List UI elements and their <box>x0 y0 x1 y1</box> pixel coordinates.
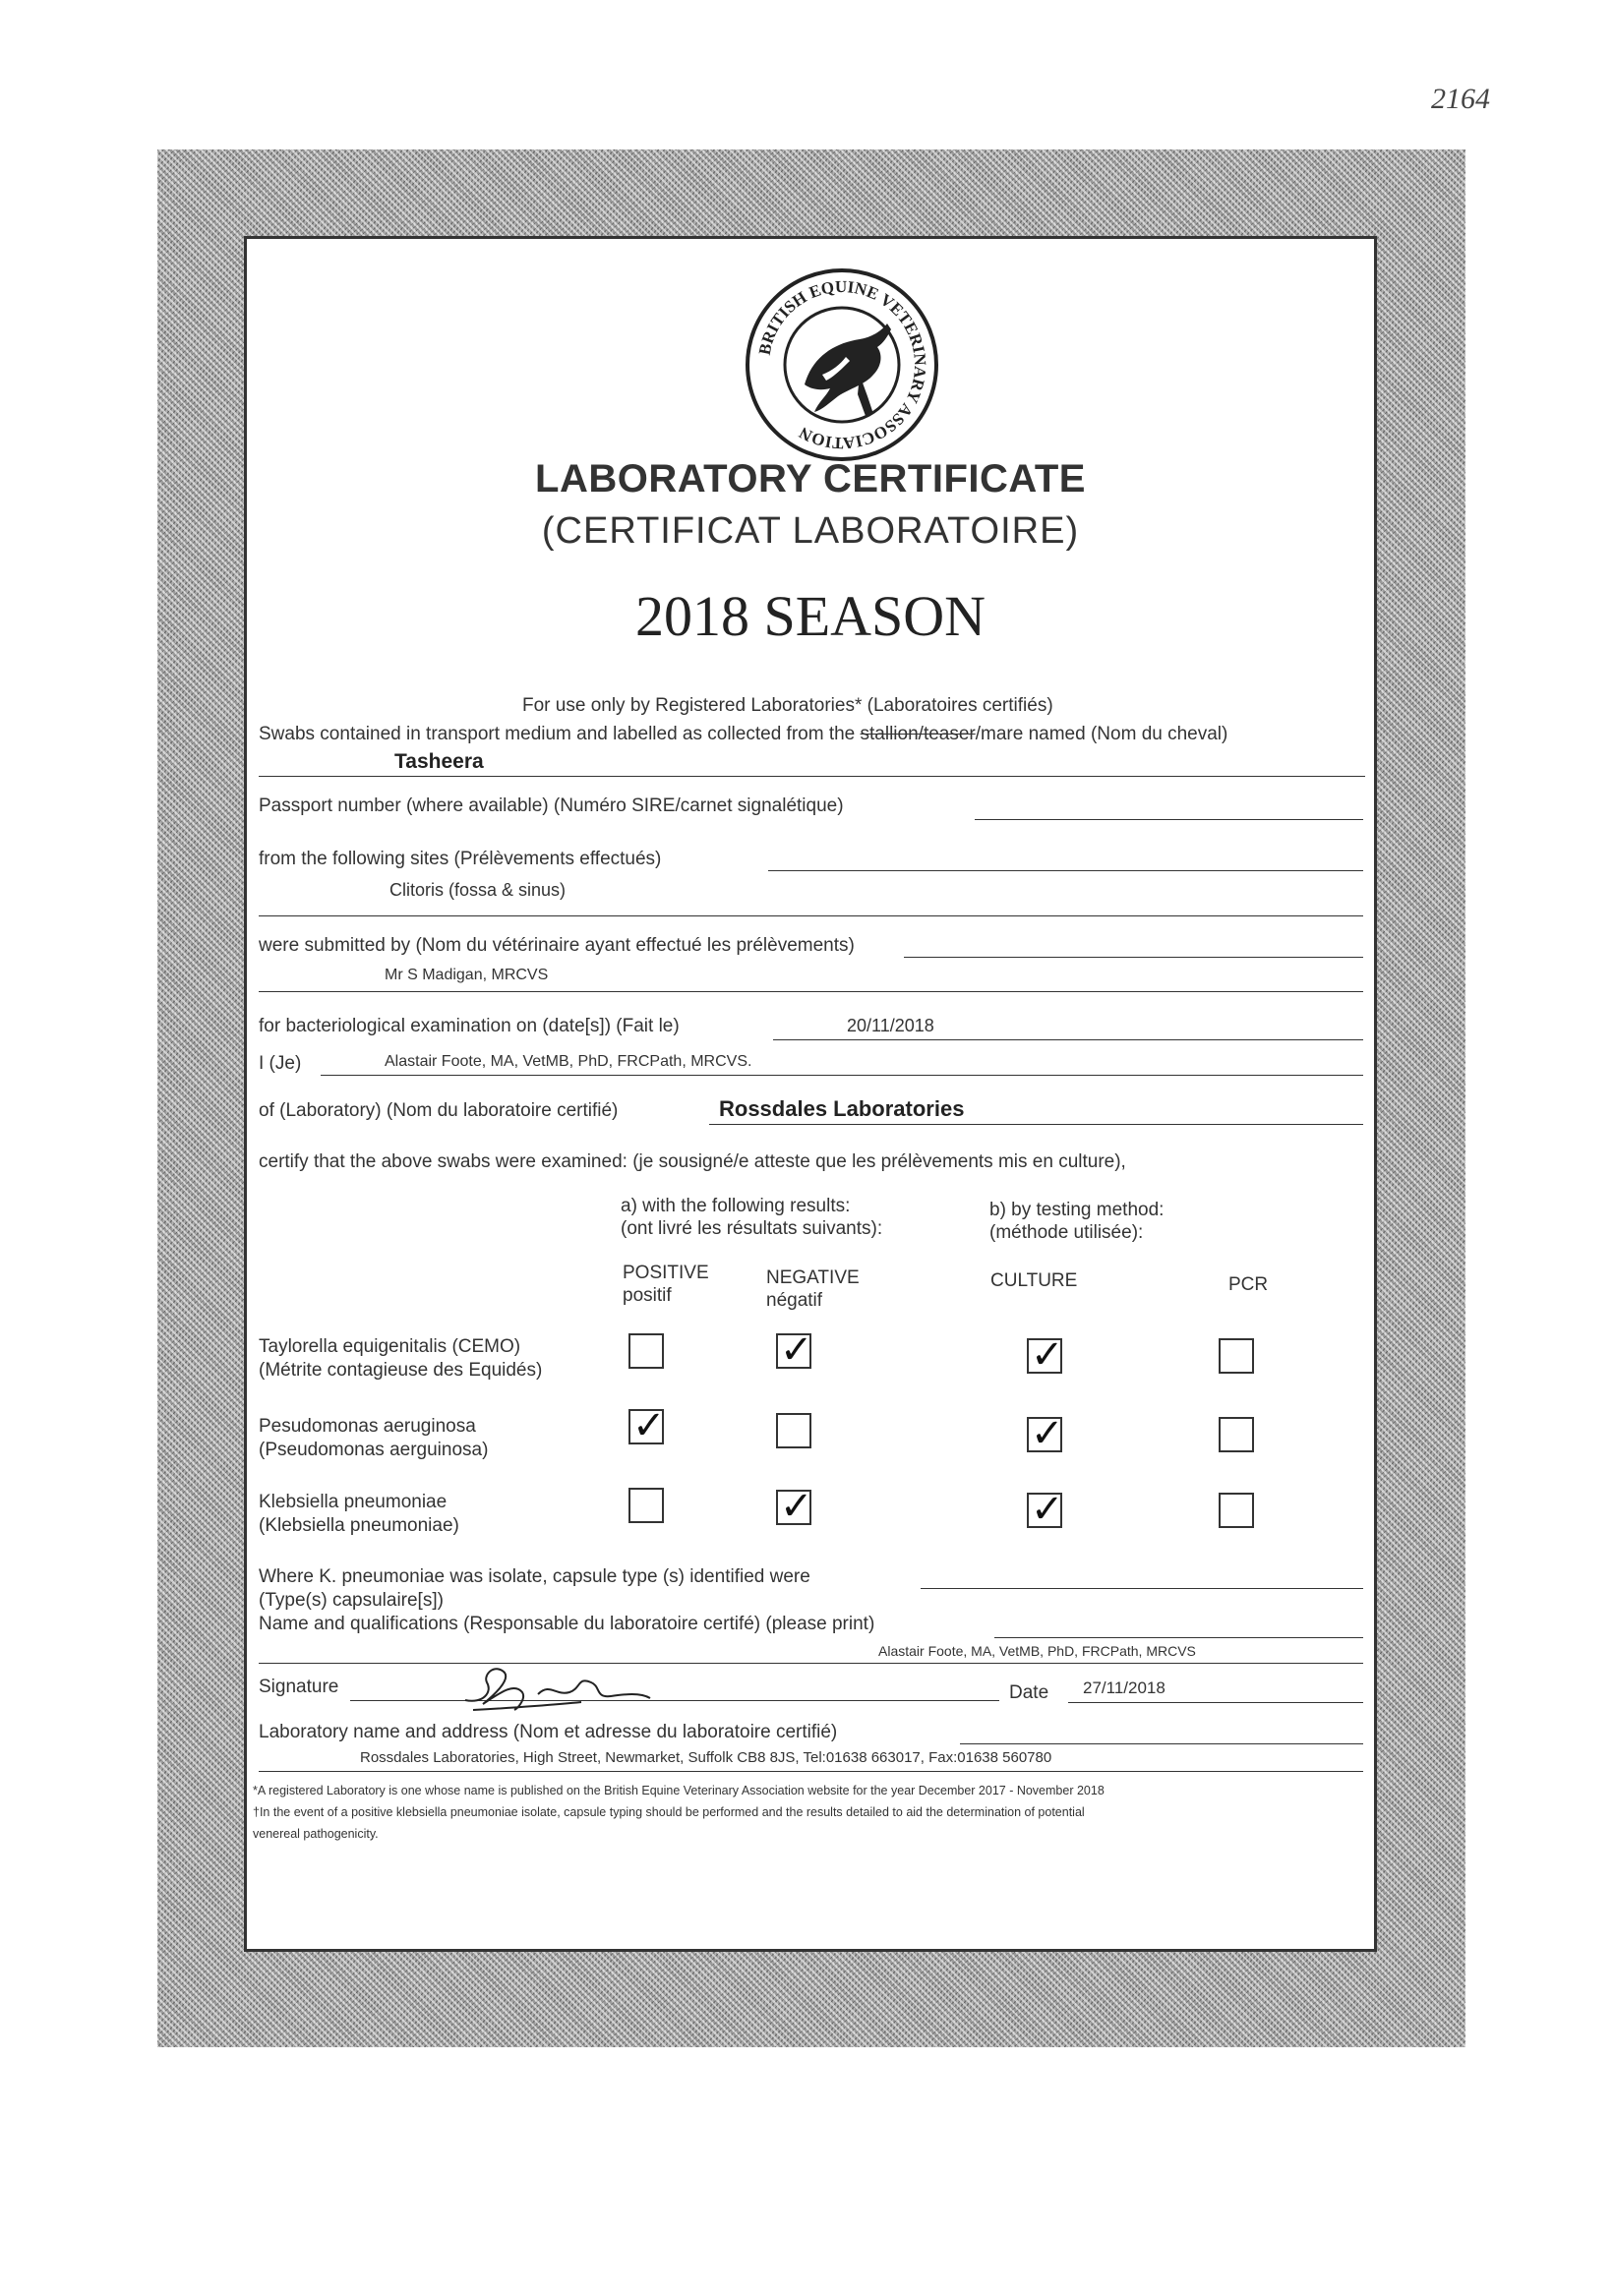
row3-culture-checkbox[interactable] <box>1027 1493 1062 1528</box>
i-value[interactable]: Alastair Foote, MA, VetMB, PhD, FRCPath, MRCVS. <box>385 1053 752 1070</box>
footnote-3: venereal pathogenicity. <box>253 1827 379 1841</box>
sites-label: from the following sites (Prélèvements effectués) <box>259 849 662 869</box>
lab-address-label: Laboratory name and address (Nom et adresse du laboratoire certifié) <box>259 1722 838 1742</box>
signature-label: Signature <box>259 1677 339 1697</box>
responsible-line-2 <box>259 1663 1363 1664</box>
lab-address-value[interactable]: Rossdales Laboratories, High Street, Newmarket, Suffolk CB8 8JS, Tel:01638 663017, Fax:01638 560780 <box>360 1749 1052 1766</box>
row2-negative-checkbox[interactable] <box>776 1413 811 1448</box>
row3-negative-checkbox[interactable] <box>776 1490 811 1525</box>
exam-date-value[interactable]: 20/11/2018 <box>847 1016 934 1035</box>
col-negative-label: NEGATIVE <box>766 1267 860 1288</box>
capsule-label-fr: (Type(s) capsulaire[s]) <box>259 1590 444 1611</box>
submitted-line-2 <box>259 991 1363 992</box>
method-header-line-2: (méthode utilisée): <box>989 1222 1144 1243</box>
laboratory-label: of (Laboratory) (Nom du laboratoire certifié) <box>259 1100 619 1121</box>
certify-statement: certify that the above swabs were examined: (je sousigné/e atteste que les prélèvements mis en culture), <box>259 1151 1126 1172</box>
organism-name: Pesudomonas aeruginosa <box>259 1416 476 1437</box>
col-pcr-header <box>1228 1273 1268 1296</box>
certificate <box>244 236 1377 1952</box>
method-header <box>989 1199 1164 1244</box>
passport-label: Passport number (where available) (Numéro SIRE/carnet signalétique) <box>259 795 844 816</box>
season-heading: 2018 SEASON <box>634 584 986 648</box>
row1-culture-checkbox[interactable] <box>1027 1338 1062 1374</box>
organism-name: Taylorella equigenitalis (CEMO) <box>259 1336 521 1357</box>
responsible-value[interactable]: Alastair Foote, MA, VetMB, PhD, FRCPath, MRCVS <box>878 1643 1196 1659</box>
lab-address-line-1 <box>960 1743 1363 1744</box>
page-number: 2164 <box>1431 83 1490 115</box>
date-value[interactable]: 27/11/2018 <box>1083 1678 1166 1697</box>
horse-name-line <box>259 776 1365 777</box>
row3-positive-checkbox[interactable] <box>628 1488 664 1523</box>
lab-address-line-2 <box>259 1771 1363 1772</box>
swabs-struck-text: stallion/teaser <box>860 724 976 744</box>
row2-culture-checkbox[interactable] <box>1027 1417 1062 1452</box>
i-line <box>321 1075 1363 1076</box>
col-pcr-label: PCR <box>1228 1274 1269 1295</box>
footnote-2: †In the event of a positive klebsiella pneumoniae isolate, capsule typing should be performed and the results detailed to aid the determination of potential <box>253 1805 1085 1819</box>
exam-date-line <box>773 1039 1363 1040</box>
submitted-label: were submitted by (Nom du vétérinaire ayant effectué les prélèvements) <box>259 935 855 956</box>
beva-seal-logo <box>744 266 940 463</box>
seal-ring-text: BRITISH EQUINE VETERINARY ASSOCIATION <box>754 276 930 453</box>
method-header-line-1: b) by testing method: <box>989 1200 1165 1220</box>
col-culture-header <box>990 1269 1077 1292</box>
col-negative-header <box>766 1266 860 1312</box>
date-line <box>1068 1702 1363 1703</box>
i-label: I (Je) <box>259 1053 302 1074</box>
row1-pcr-checkbox[interactable] <box>1219 1338 1254 1374</box>
row3-pcr-checkbox[interactable] <box>1219 1493 1254 1528</box>
swabs-text-before: Swabs contained in transport medium and labelled as collected from the <box>259 724 861 744</box>
results-header-line-1: a) with the following results: <box>621 1196 851 1216</box>
footnote-1: *A registered Laboratory is one whose name is published on the British Equine Veterinary Association website for the year December 2017 - November 2018 <box>253 1784 1105 1797</box>
submitted-line-1 <box>904 957 1363 958</box>
col-positive-label: POSITIVE <box>623 1263 709 1283</box>
col-culture-label: CULTURE <box>990 1270 1078 1291</box>
swabs-text-after: /mare named (Nom du cheval) <box>975 724 1228 744</box>
organism-name-fr: (Pseudomonas aerguinosa) <box>259 1440 489 1460</box>
organism-name-fr: (Klebsiella pneumoniae) <box>259 1515 459 1536</box>
sites-line-2 <box>259 915 1363 916</box>
responsible-line-1 <box>994 1637 1363 1638</box>
passport-line <box>975 819 1363 820</box>
col-negative-sub: négatif <box>766 1290 823 1311</box>
organism-row-3 <box>259 1491 459 1538</box>
exam-date-label: for bacteriological examination on (date[s]) (Fait le) <box>259 1016 680 1036</box>
organism-name: Klebsiella pneumoniae <box>259 1492 448 1512</box>
col-positive-header <box>623 1262 709 1307</box>
laboratory-line <box>709 1124 1363 1125</box>
organism-row-2 <box>259 1415 488 1462</box>
organism-row-1 <box>259 1335 542 1383</box>
responsible-label: Name and qualifications (Responsable du laboratoire certifé) (please print) <box>259 1614 875 1634</box>
sites-line-1 <box>768 870 1363 871</box>
signature-scribble <box>453 1653 680 1716</box>
date-label: Date <box>1009 1682 1049 1703</box>
certificate-title: LABORATORY CERTIFICATE <box>535 457 1086 500</box>
results-header <box>621 1195 882 1240</box>
certificate-border <box>157 149 1465 2047</box>
row2-pcr-checkbox[interactable] <box>1219 1417 1254 1452</box>
capsule-line <box>921 1588 1363 1589</box>
submitted-value[interactable]: Mr S Madigan, MRCVS <box>385 967 549 983</box>
certificate-title-fr: (CERTIFICAT LABORATOIRE) <box>541 510 1080 552</box>
organism-name-fr: (Métrite contagieuse des Equidés) <box>259 1360 543 1381</box>
registered-use-note: For use only by Registered Laboratories* (Laboratoires certifiés) <box>522 695 1053 716</box>
results-header-line-2: (ont livré les résultats suivants): <box>621 1218 883 1239</box>
row2-positive-checkbox[interactable] <box>628 1409 664 1444</box>
swabs-statement <box>259 724 1227 745</box>
horse-name-value[interactable]: Tasheera <box>394 750 484 773</box>
capsule-label: Where K. pneumoniae was isolate, capsule type (s) identified were <box>259 1566 810 1587</box>
horse-icon <box>805 324 891 416</box>
col-positive-sub: positif <box>623 1285 672 1306</box>
row1-negative-checkbox[interactable] <box>776 1333 811 1369</box>
row1-positive-checkbox[interactable] <box>628 1333 664 1369</box>
sites-value[interactable]: Clitoris (fossa & sinus) <box>389 880 567 900</box>
laboratory-value[interactable]: Rossdales Laboratories <box>719 1096 965 1121</box>
